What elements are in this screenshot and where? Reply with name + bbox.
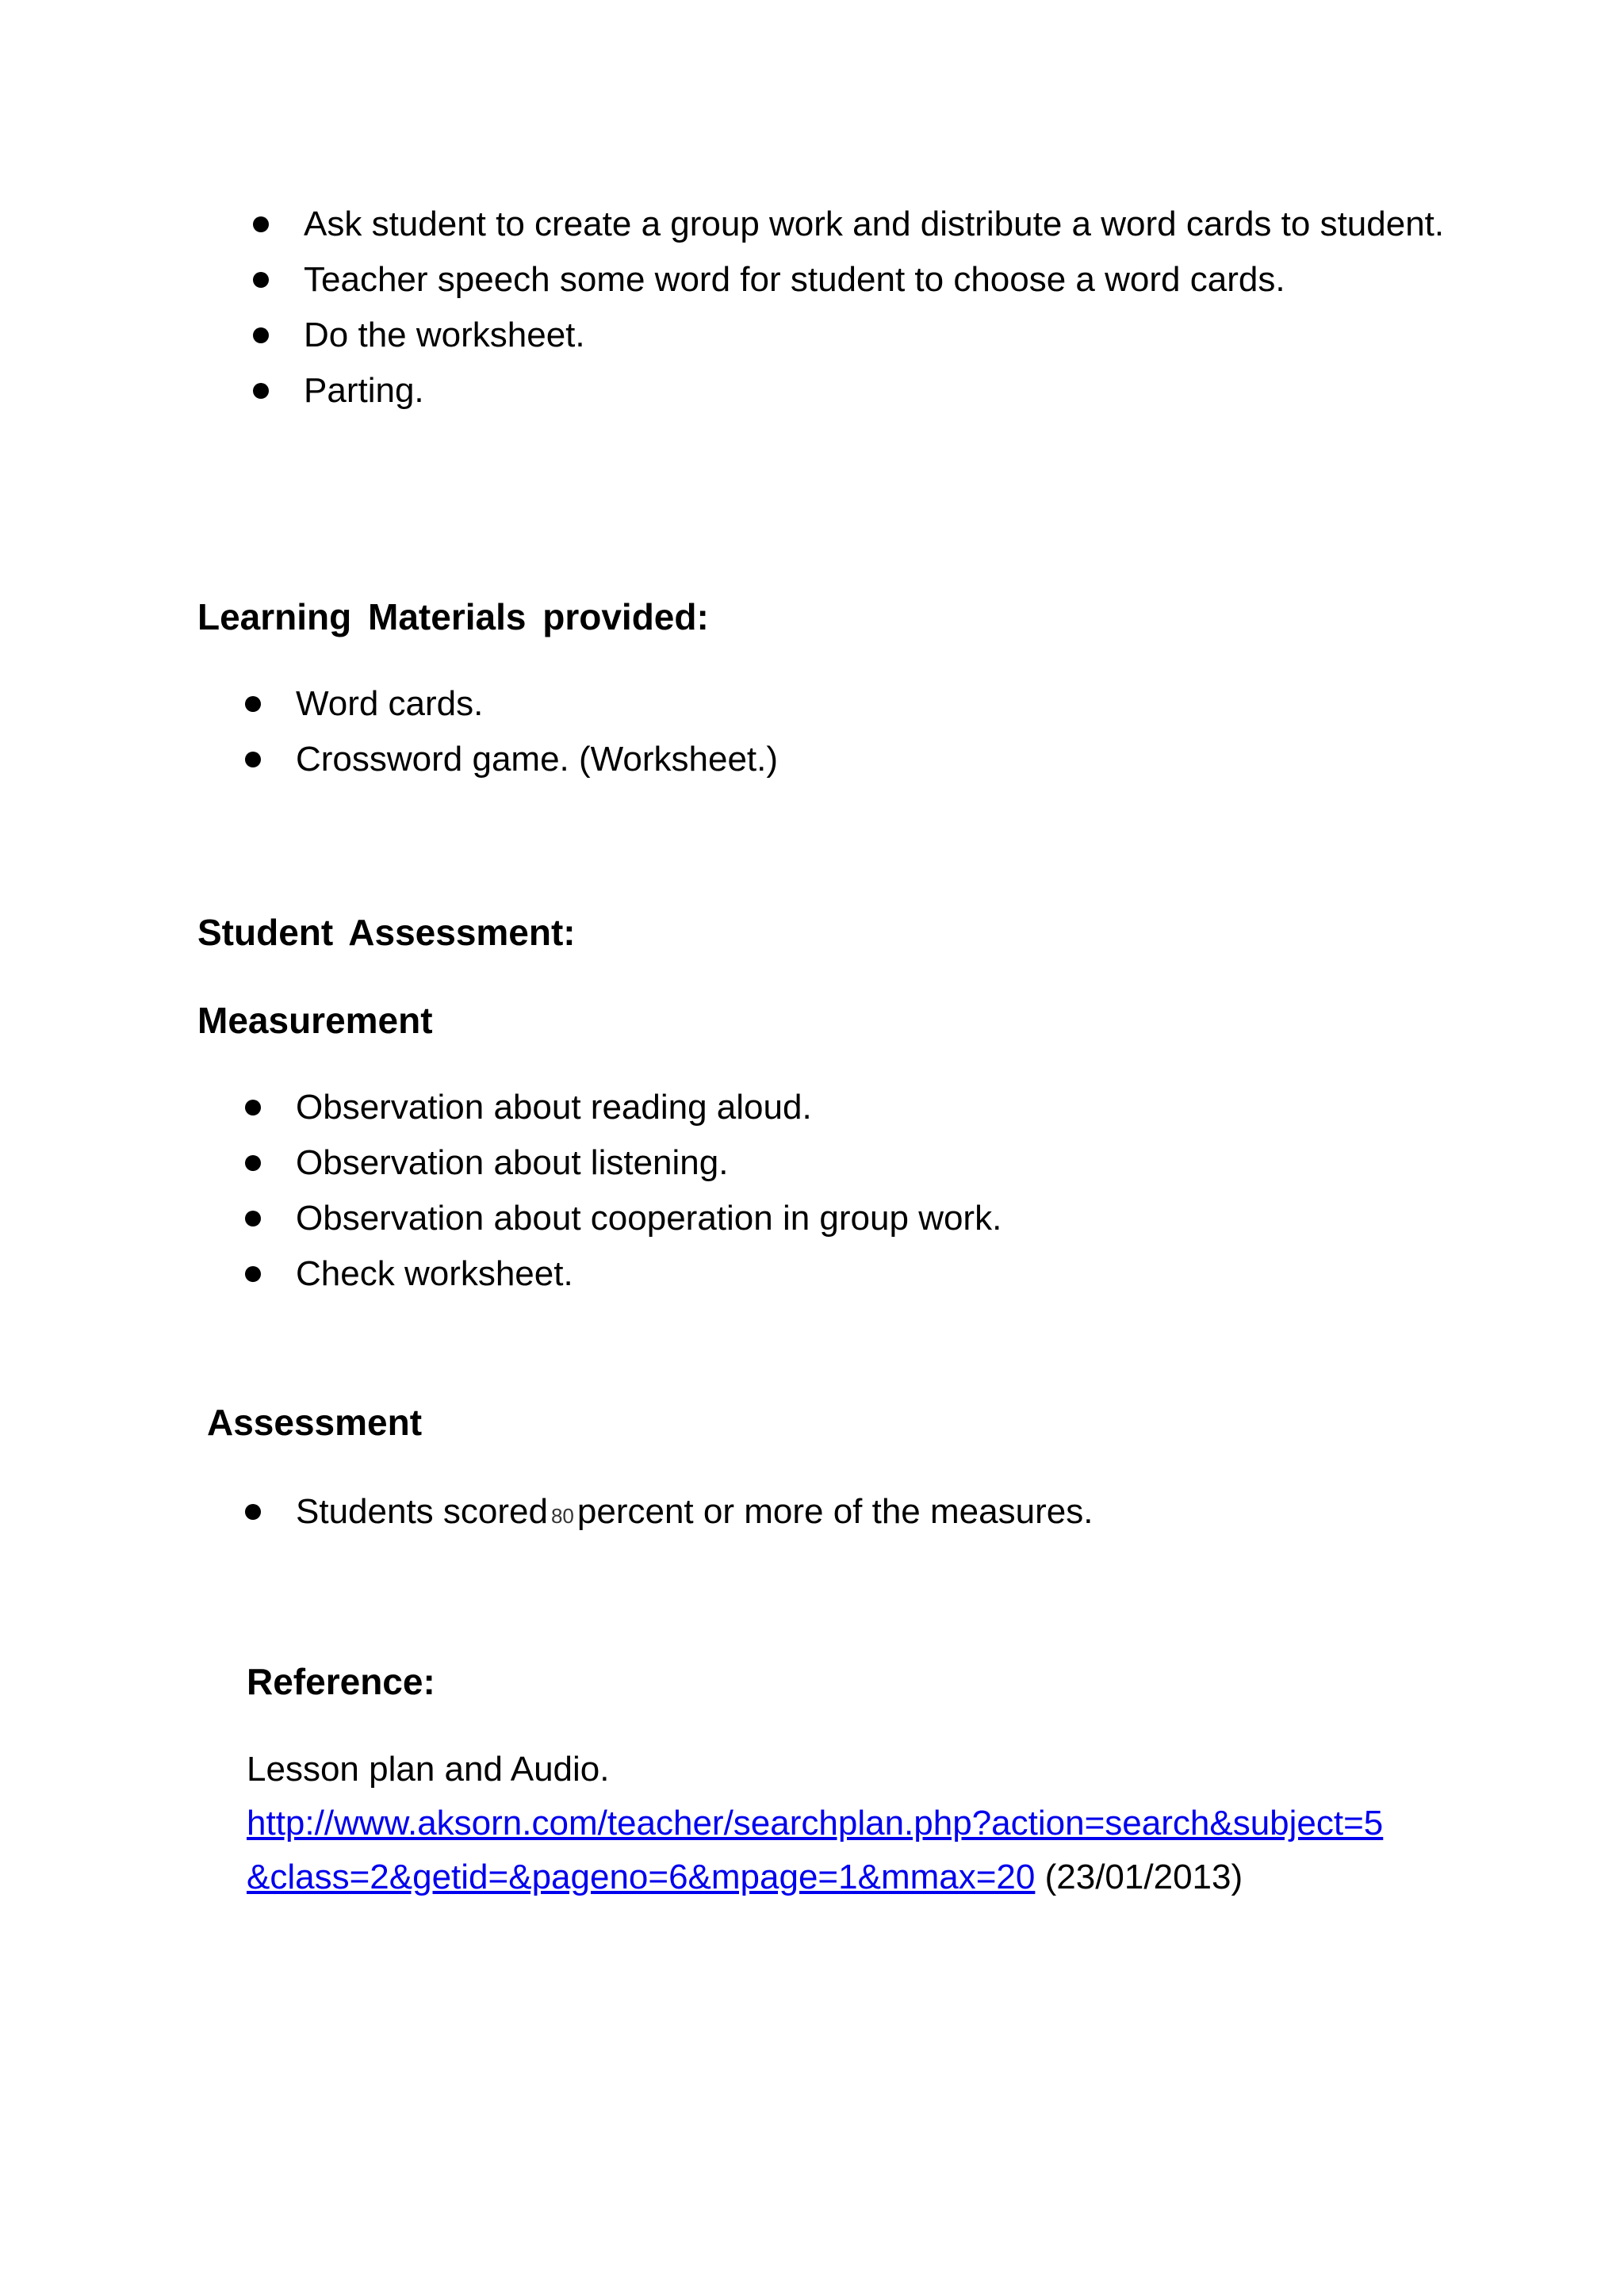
measurement-list xyxy=(296,1080,1446,1302)
assessment-prefix: Students scored xyxy=(296,1492,548,1531)
list-item: Ask student to create a group work and distribute a word cards to student. xyxy=(304,197,1454,252)
materials-list xyxy=(296,676,1446,787)
list-item: Observation about listening. xyxy=(296,1135,1446,1191)
assessment-suffix: percent or more of the measures. xyxy=(576,1492,1094,1531)
assessment-percent-value: 80 xyxy=(550,1504,574,1528)
reference-link-line-1[interactable]: http://www.aksorn.com/teacher/searchplan.php?action=search&subject=5 xyxy=(247,1804,1384,1843)
reference-link-line-2[interactable]: &class=2&getid=&pageno=6&mpage=1&mmax=20 xyxy=(247,1858,1036,1896)
reference-text: Lesson plan and Audio. xyxy=(247,1750,610,1789)
materials-heading: Learning Materials provided: xyxy=(197,596,709,637)
assessment-list xyxy=(296,1484,1446,1544)
list-item: Check worksheet. xyxy=(296,1246,1446,1302)
reference-heading: Reference: xyxy=(247,1661,435,1702)
activity-steps-list xyxy=(304,197,1454,419)
reference-link-line-2-row xyxy=(247,1850,1468,1904)
list-item: Do the worksheet. xyxy=(304,308,1454,363)
list-item: Teacher speech some word for student to choose a word cards. xyxy=(304,252,1454,308)
list-item: Observation about cooperation in group work. xyxy=(296,1191,1446,1246)
assessment-heading: Assessment xyxy=(207,1402,423,1443)
student-assessment-heading: Student Assessment: xyxy=(197,912,576,953)
list-item: Crossword game. (Worksheet.) xyxy=(296,732,1446,787)
reference-date: (23/01/2013) xyxy=(1044,1858,1243,1896)
measurement-heading: Measurement xyxy=(197,1000,433,1041)
reference-block xyxy=(247,1743,1468,1904)
list-item: Observation about reading aloud. xyxy=(296,1080,1446,1135)
assessment-item xyxy=(296,1484,1446,1544)
list-item: Parting. xyxy=(304,363,1454,419)
list-item: Word cards. xyxy=(296,676,1446,732)
